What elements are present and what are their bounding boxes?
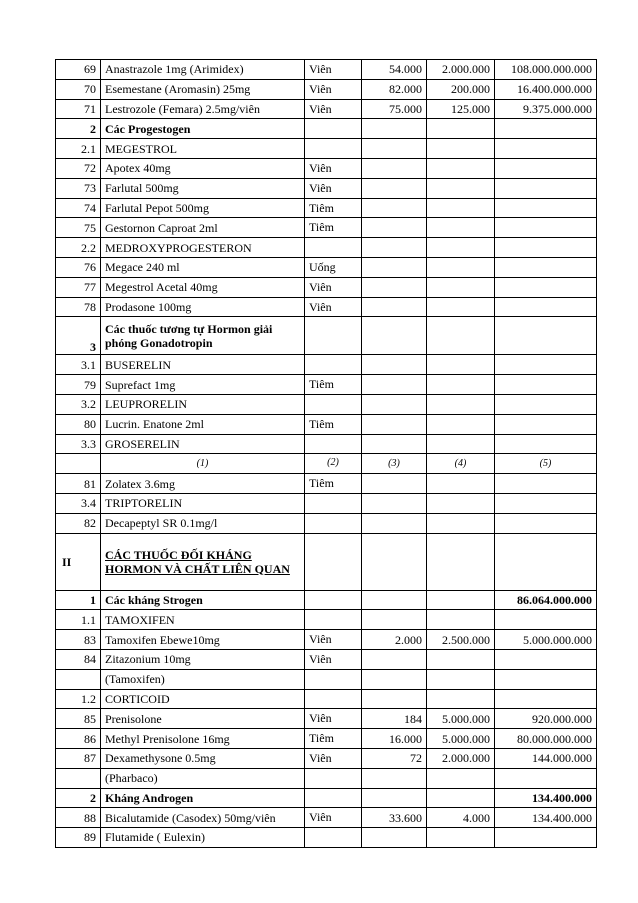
total-amount-cell: 108.000.000.000	[495, 60, 597, 80]
unit-price-cell: (3)	[362, 454, 427, 474]
table-body	[56, 60, 597, 848]
quantity-cell	[427, 277, 495, 297]
table-row	[56, 630, 597, 650]
quantity-cell	[427, 257, 495, 277]
drug-name-cell: Bicalutamide (Casodex) 50mg/viên	[101, 808, 305, 828]
unit-cell	[305, 238, 362, 258]
table-row	[56, 513, 597, 533]
unit-price-cell	[362, 513, 427, 533]
table-row	[56, 218, 597, 238]
table-row	[56, 788, 597, 808]
drug-name-cell: MEGESTROL	[101, 139, 305, 159]
unit-price-cell	[362, 669, 427, 689]
unit-cell	[305, 768, 362, 788]
drug-name-cell: Megestrol Acetal 40mg	[101, 277, 305, 297]
quantity-cell	[427, 158, 495, 178]
drug-name-cell: Methyl Prenisolone 16mg	[101, 729, 305, 749]
drug-name-cell: GROSERELIN	[101, 434, 305, 454]
drug-name-cell: BUSERELIN	[101, 355, 305, 375]
quantity-cell	[427, 493, 495, 513]
row-number-cell: 75	[56, 218, 101, 238]
drug-name-cell: Dexamethysone 0.5mg	[101, 748, 305, 768]
quantity-cell: (4)	[427, 454, 495, 474]
unit-cell: Tiêm	[305, 218, 362, 238]
table-row	[56, 198, 597, 218]
unit-price-cell	[362, 474, 427, 494]
quantity-cell: 2.500.000	[427, 630, 495, 650]
table-row	[56, 317, 597, 355]
unit-price-cell	[362, 277, 427, 297]
row-number-cell: 3.1	[56, 355, 101, 375]
row-number-cell: 3.3	[56, 434, 101, 454]
quantity-cell	[427, 394, 495, 414]
drug-name-cell: CÁC THUỐC ĐỐI KHÁNG HORMON VÀ CHẤT LIÊN QUAN	[101, 533, 305, 590]
drug-name-cell: Farlutal 500mg	[101, 178, 305, 198]
row-number-cell: 1.1	[56, 610, 101, 630]
total-amount-cell: (5)	[495, 454, 597, 474]
unit-cell	[305, 533, 362, 590]
table-row	[56, 119, 597, 139]
total-amount-cell	[495, 238, 597, 258]
unit-cell: Tiêm	[305, 414, 362, 434]
unit-price-cell: 2.000	[362, 630, 427, 650]
total-amount-cell	[495, 394, 597, 414]
row-number-cell: 69	[56, 60, 101, 80]
unit-price-cell	[362, 590, 427, 610]
row-number-cell	[56, 768, 101, 788]
table-row	[56, 414, 597, 434]
unit-cell	[305, 610, 362, 630]
unit-cell	[305, 689, 362, 709]
total-amount-cell	[495, 689, 597, 709]
row-number-cell: 85	[56, 709, 101, 729]
total-amount-cell	[495, 649, 597, 669]
quantity-cell	[427, 317, 495, 355]
unit-cell	[305, 669, 362, 689]
total-amount-cell: 80.000.000.000	[495, 729, 597, 749]
quantity-cell	[427, 649, 495, 669]
unit-price-cell	[362, 238, 427, 258]
table-row	[56, 748, 597, 768]
quantity-cell	[427, 375, 495, 395]
total-amount-cell	[495, 375, 597, 395]
unit-cell: Tiêm	[305, 729, 362, 749]
unit-cell: (2)	[305, 454, 362, 474]
total-amount-cell	[495, 218, 597, 238]
row-number-cell: 83	[56, 630, 101, 650]
row-number-cell: 84	[56, 649, 101, 669]
unit-cell	[305, 355, 362, 375]
row-number-cell: 2.2	[56, 238, 101, 258]
quantity-cell: 2.000.000	[427, 60, 495, 80]
drug-name-cell: Các thuốc tương tự Hormon giải phóng Gonadotropin	[101, 317, 305, 355]
quantity-cell	[427, 218, 495, 238]
total-amount-cell	[495, 119, 597, 139]
unit-cell	[305, 139, 362, 159]
row-number-cell: 78	[56, 297, 101, 317]
row-number-cell: 71	[56, 99, 101, 119]
unit-price-cell	[362, 119, 427, 139]
quantity-cell	[427, 788, 495, 808]
table-row	[56, 277, 597, 297]
drug-name-cell: Flutamide ( Eulexin)	[101, 828, 305, 848]
row-number-cell: 72	[56, 158, 101, 178]
unit-cell	[305, 119, 362, 139]
total-amount-cell	[495, 828, 597, 848]
drug-name-cell: Zitazonium 10mg	[101, 649, 305, 669]
row-number-cell: 88	[56, 808, 101, 828]
row-number-cell	[56, 669, 101, 689]
table-row	[56, 257, 597, 277]
table-row	[56, 139, 597, 159]
drug-name-cell: (Pharbaco)	[101, 768, 305, 788]
row-number-cell: 73	[56, 178, 101, 198]
total-amount-cell: 920.000.000	[495, 709, 597, 729]
unit-price-cell	[362, 649, 427, 669]
unit-price-cell	[362, 257, 427, 277]
table-row	[56, 434, 597, 454]
row-number-cell: 3.2	[56, 394, 101, 414]
total-amount-cell	[495, 158, 597, 178]
unit-price-cell	[362, 178, 427, 198]
quantity-cell: 5.000.000	[427, 709, 495, 729]
table-row	[56, 828, 597, 848]
row-number-cell: 1	[56, 590, 101, 610]
unit-cell: Viên	[305, 808, 362, 828]
table-row	[56, 689, 597, 709]
drug-name-cell: (Tamoxifen)	[101, 669, 305, 689]
unit-cell	[305, 493, 362, 513]
unit-cell: Viên	[305, 60, 362, 80]
unit-price-cell	[362, 139, 427, 159]
unit-price-cell: 75.000	[362, 99, 427, 119]
unit-price-cell: 16.000	[362, 729, 427, 749]
quantity-cell	[427, 297, 495, 317]
total-amount-cell	[495, 139, 597, 159]
unit-cell	[305, 828, 362, 848]
quantity-cell	[427, 119, 495, 139]
row-number-cell: 87	[56, 748, 101, 768]
drug-name-cell: Gestornon Caproat 2ml	[101, 218, 305, 238]
unit-cell: Viên	[305, 158, 362, 178]
quantity-cell: 5.000.000	[427, 729, 495, 749]
row-number-cell: 74	[56, 198, 101, 218]
unit-price-cell	[362, 394, 427, 414]
table-row	[56, 60, 597, 80]
row-number-cell: 1.2	[56, 689, 101, 709]
total-amount-cell: 9.375.000.000	[495, 99, 597, 119]
unit-cell: Viên	[305, 748, 362, 768]
unit-cell	[305, 513, 362, 533]
drug-name-cell: Zolatex 3.6mg	[101, 474, 305, 494]
total-amount-cell	[495, 533, 597, 590]
row-number-cell: 2	[56, 119, 101, 139]
quantity-cell	[427, 139, 495, 159]
row-number-cell: 89	[56, 828, 101, 848]
total-amount-cell: 134.400.000	[495, 808, 597, 828]
table-row	[56, 533, 597, 590]
unit-cell: Tiêm	[305, 198, 362, 218]
unit-price-cell	[362, 198, 427, 218]
quantity-cell: 4.000	[427, 808, 495, 828]
drug-name-cell: Suprefact 1mg	[101, 375, 305, 395]
quantity-cell: 200.000	[427, 79, 495, 99]
unit-cell: Tiêm	[305, 375, 362, 395]
table-row	[56, 610, 597, 630]
unit-price-cell	[362, 828, 427, 848]
unit-price-cell: 184	[362, 709, 427, 729]
table-row	[56, 709, 597, 729]
row-number-cell: II	[56, 533, 101, 590]
table-row	[56, 297, 597, 317]
quantity-cell	[427, 768, 495, 788]
column-number-header-row	[56, 454, 597, 474]
quantity-cell: 2.000.000	[427, 748, 495, 768]
row-number-cell: 80	[56, 414, 101, 434]
drug-name-cell: Esemestane (Aromasin) 25mg	[101, 79, 305, 99]
unit-cell: Viên	[305, 297, 362, 317]
quantity-cell	[427, 178, 495, 198]
drug-name-cell: CORTICOID	[101, 689, 305, 709]
drug-name-cell: Prenisolone	[101, 709, 305, 729]
total-amount-cell	[495, 474, 597, 494]
drug-name-cell: Prodasone 100mg	[101, 297, 305, 317]
unit-price-cell	[362, 434, 427, 454]
drug-name-cell: TRIPTORELIN	[101, 493, 305, 513]
unit-cell	[305, 590, 362, 610]
quantity-cell	[427, 355, 495, 375]
total-amount-cell: 144.000.000	[495, 748, 597, 768]
unit-price-cell	[362, 689, 427, 709]
quantity-cell	[427, 669, 495, 689]
unit-price-cell	[362, 414, 427, 434]
total-amount-cell	[495, 297, 597, 317]
total-amount-cell	[495, 493, 597, 513]
quantity-cell	[427, 474, 495, 494]
row-number-cell: 77	[56, 277, 101, 297]
drug-name-cell: Farlutal Pepot 500mg	[101, 198, 305, 218]
unit-price-cell: 82.000	[362, 79, 427, 99]
table-row	[56, 493, 597, 513]
total-amount-cell	[495, 669, 597, 689]
unit-price-cell	[362, 493, 427, 513]
unit-cell	[305, 788, 362, 808]
total-amount-cell: 5.000.000.000	[495, 630, 597, 650]
total-amount-cell	[495, 257, 597, 277]
row-number-cell: 3.4	[56, 493, 101, 513]
table-row	[56, 375, 597, 395]
total-amount-cell	[495, 198, 597, 218]
quantity-cell	[427, 610, 495, 630]
drug-name-cell: (1)	[101, 454, 305, 474]
unit-cell: Viên	[305, 178, 362, 198]
unit-price-cell	[362, 788, 427, 808]
row-number-cell: 76	[56, 257, 101, 277]
row-number-cell: 2.1	[56, 139, 101, 159]
total-amount-cell: 86.064.000.000	[495, 590, 597, 610]
unit-cell: Viên	[305, 709, 362, 729]
total-amount-cell	[495, 317, 597, 355]
quantity-cell	[427, 198, 495, 218]
quantity-cell	[427, 434, 495, 454]
quantity-cell	[427, 828, 495, 848]
unit-cell: Viên	[305, 99, 362, 119]
unit-cell: Uống	[305, 257, 362, 277]
drug-name-cell: Kháng Androgen	[101, 788, 305, 808]
unit-cell: Viên	[305, 79, 362, 99]
quantity-cell	[427, 414, 495, 434]
drug-name-cell: Decapeptyl SR 0.1mg/l	[101, 513, 305, 533]
total-amount-cell	[495, 610, 597, 630]
total-amount-cell	[495, 277, 597, 297]
unit-cell: Tiêm	[305, 474, 362, 494]
unit-price-cell: 33.600	[362, 808, 427, 828]
table-row	[56, 590, 597, 610]
unit-cell	[305, 394, 362, 414]
quantity-cell	[427, 590, 495, 610]
unit-cell: Viên	[305, 277, 362, 297]
unit-price-cell: 72	[362, 748, 427, 768]
total-amount-cell	[495, 414, 597, 434]
table-row	[56, 649, 597, 669]
unit-cell: Viên	[305, 630, 362, 650]
total-amount-cell	[495, 768, 597, 788]
unit-price-cell	[362, 768, 427, 788]
unit-price-cell	[362, 610, 427, 630]
drug-name-cell: Anastrazole 1mg (Arimidex)	[101, 60, 305, 80]
drug-name-cell: TAMOXIFEN	[101, 610, 305, 630]
table-row	[56, 158, 597, 178]
drug-name-cell: Apotex 40mg	[101, 158, 305, 178]
unit-price-cell: 54.000	[362, 60, 427, 80]
quantity-cell: 125.000	[427, 99, 495, 119]
table-row	[56, 79, 597, 99]
drug-name-cell: Megace 240 ml	[101, 257, 305, 277]
unit-price-cell	[362, 375, 427, 395]
quantity-cell	[427, 238, 495, 258]
table-row	[56, 394, 597, 414]
row-number-cell: 3	[56, 317, 101, 355]
drug-name-cell: LEUPRORELIN	[101, 394, 305, 414]
quantity-cell	[427, 689, 495, 709]
unit-price-cell	[362, 158, 427, 178]
row-number-cell	[56, 454, 101, 474]
total-amount-cell	[495, 355, 597, 375]
row-number-cell: 79	[56, 375, 101, 395]
unit-price-cell	[362, 218, 427, 238]
table-row	[56, 808, 597, 828]
drug-name-cell: MEDROXYPROGESTERON	[101, 238, 305, 258]
unit-price-cell	[362, 355, 427, 375]
table-row	[56, 238, 597, 258]
unit-price-cell	[362, 317, 427, 355]
unit-price-cell	[362, 297, 427, 317]
table-row	[56, 474, 597, 494]
drug-price-table-page	[55, 59, 596, 848]
drug-name-cell: Lestrozole (Femara) 2.5mg/viên	[101, 99, 305, 119]
table-row	[56, 178, 597, 198]
drug-name-cell: Tamoxifen Ebewe10mg	[101, 630, 305, 650]
unit-cell	[305, 317, 362, 355]
unit-price-cell	[362, 533, 427, 590]
total-amount-cell: 16.400.000.000	[495, 79, 597, 99]
total-amount-cell	[495, 513, 597, 533]
drug-price-table	[55, 59, 597, 848]
drug-name-cell: Các Progestogen	[101, 119, 305, 139]
table-row	[56, 768, 597, 788]
quantity-cell	[427, 533, 495, 590]
total-amount-cell	[495, 178, 597, 198]
table-row	[56, 355, 597, 375]
row-number-cell: 86	[56, 729, 101, 749]
unit-cell	[305, 434, 362, 454]
drug-name-cell: Lucrin. Enatone 2ml	[101, 414, 305, 434]
drug-name-cell: Các kháng Strogen	[101, 590, 305, 610]
row-number-cell: 82	[56, 513, 101, 533]
row-number-cell: 81	[56, 474, 101, 494]
quantity-cell	[427, 513, 495, 533]
total-amount-cell: 134.400.000	[495, 788, 597, 808]
table-row	[56, 729, 597, 749]
total-amount-cell	[495, 434, 597, 454]
table-row	[56, 99, 597, 119]
row-number-cell: 2	[56, 788, 101, 808]
unit-cell: Viên	[305, 649, 362, 669]
table-row	[56, 669, 597, 689]
row-number-cell: 70	[56, 79, 101, 99]
